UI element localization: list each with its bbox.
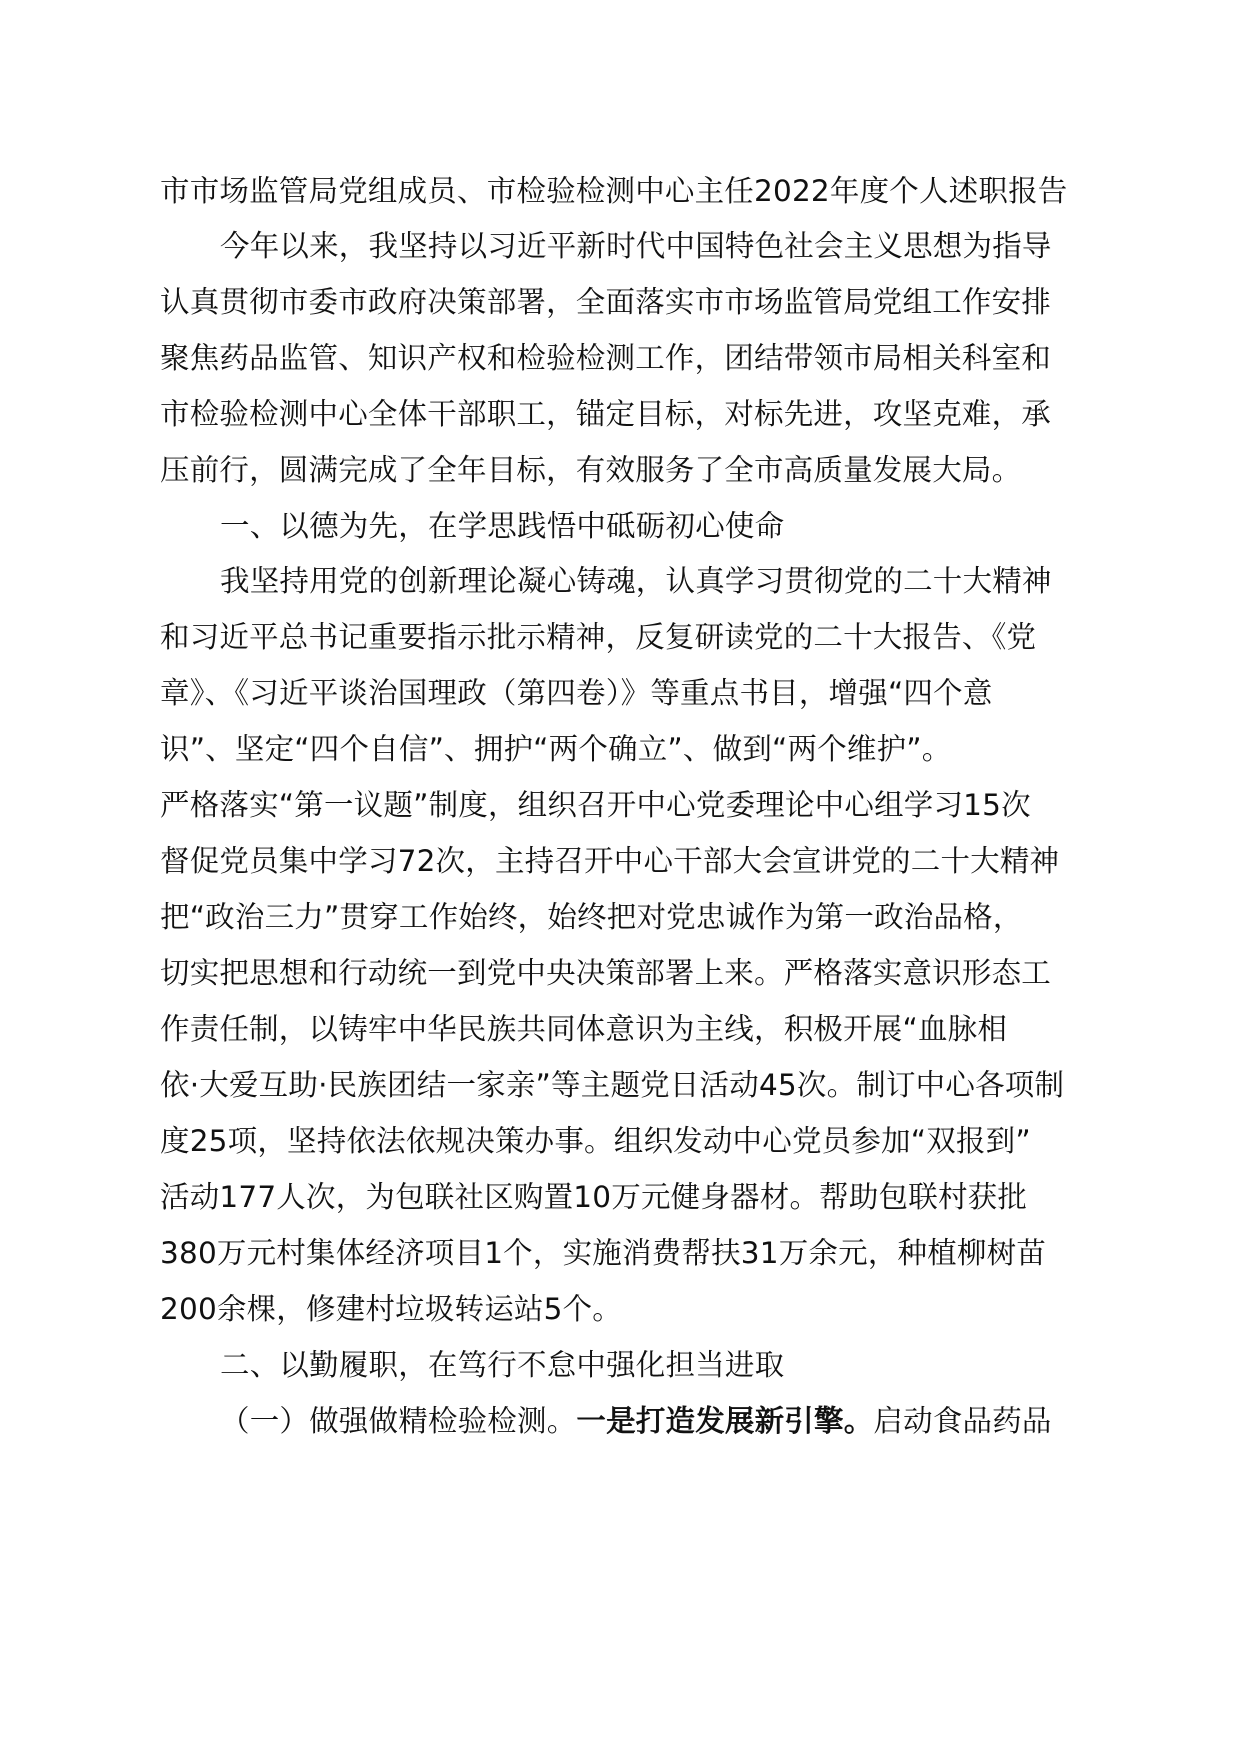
paragraph-line: 章》、《习近平谈治国理政（第四卷）》等重点书目，增强“四个意 (160, 676, 993, 710)
paragraph-line: 今年以来，我坚持以习近平新时代中国特色社会主义思想为指导 (220, 229, 1052, 263)
paragraph-line: 认真贯彻市委市政府决策部署，全面落实市市场监管局党组工作安排 (160, 285, 1052, 319)
paragraph-line: 严格落实“第一议题”制度，组织召开中心党委理论中心组学习15次 (160, 788, 1031, 822)
paragraph-line: 市检验检测中心全体干部职工，锚定目标，对标先进，攻坚克难，承 (160, 397, 1052, 431)
document-title: 市市场监管局党组成员、市检验检测中心主任2022年度个人述职报告 (160, 174, 1068, 208)
paragraph-line: 我坚持用党的创新理论凝心铸魂，认真学习贯彻党的二十大精神 (220, 564, 1052, 598)
paragraph-line: 聚焦药品监管、知识产权和检验检测工作，团结带领市局相关科室和 (160, 341, 1052, 375)
paragraph-line: 识”、坚定“四个自信”、拥护“两个确立”、做到“两个维护”。 (160, 732, 952, 766)
paragraph-line: 380万元村集体经济项目1个，实施消费帮扶31万余元，种植柳树苗 (160, 1236, 1047, 1270)
section-heading: 二、以勤履职，在笃行不怠中强化担当进取 (220, 1348, 785, 1382)
paragraph-line: 作责任制，以铸牢中华民族共同体意识为主线，积极开展“血脉相 (160, 1012, 1008, 1046)
paragraph-line: 度25项，坚持依法依规决策办事。组织发动中心党员参加“双报到” (160, 1124, 1031, 1158)
paragraph-line: 压前行，圆满完成了全年目标，有效服务了全市高质量发展大局。 (160, 453, 1022, 487)
paragraph-line: 切实把思想和行动统一到党中央决策部署上来。严格落实意识形态工 (160, 956, 1052, 990)
subsection-label: （一）做强做精检验检测。 (220, 1404, 577, 1438)
paragraph-line: 督促党员集中学习72次，主持召开中心干部大会宣讲党的二十大精神 (160, 844, 1060, 878)
paragraph-line: 依·大爱互助·民族团结一家亲”等主题党日活动45次。制订中心各项制 (160, 1068, 1065, 1102)
section-heading: 一、以德为先，在学思践悟中砥砺初心使命 (220, 509, 785, 543)
paragraph-line: 活动177人次，为包联社区购置10万元健身器材。帮助包联村获批 (160, 1180, 1028, 1214)
subsection-text: 启动食品药品 (873, 1404, 1052, 1438)
paragraph-line: 和习近平总书记重要指示批示精神，反复研读党的二十大报告、《党 (160, 620, 1037, 654)
paragraph-line: 200余棵，修建村垃圾转运站5个。 (160, 1292, 622, 1326)
subsection-bold-phrase: 一是打造发展新引擎。 (576, 1404, 874, 1438)
subsection-line (220, 1401, 1110, 1441)
paragraph-line: 把“政治三力”贯穿工作始终，始终把对党忠诚作为第一政治品格， (160, 900, 1023, 934)
